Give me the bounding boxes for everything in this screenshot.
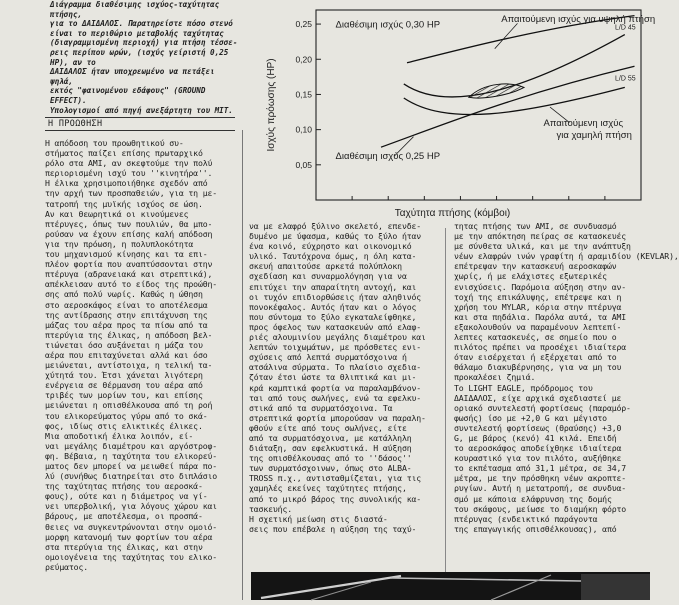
text-line: θειες να συγκεντρώνονται στην ομοιό-	[45, 521, 218, 532]
power-speed-chart	[246, 0, 656, 222]
text-line: ατσάλινα σύρματα. Το πλαίσιο σχεδια-	[249, 362, 422, 373]
text-line: όταν εισέρχεται ή εξέρχεται από το	[454, 352, 617, 363]
text-line: λεπτες κατασκευές, σε σημείο που ο	[454, 332, 617, 343]
y-tick-label: 0,20	[295, 54, 312, 65]
text-line: φωσής) ίσο με +2,0 G και μέγιστο	[454, 412, 607, 423]
text-line: χρήση του MYLAR, κόρια στην πτέρυγα	[454, 301, 622, 312]
text-line: της αντίδρασης στην επιτάχυνση της	[45, 309, 208, 320]
text-line: χαμηλές εκείνες ταχύτητες πτήσης,	[249, 483, 407, 494]
text-line: στήματος παίζει επίσης πρωταρχικό	[45, 148, 203, 159]
text-line: ζόταν έτσι ώστε τα θλιπτικά και μι-	[249, 372, 417, 383]
text-line: μάζας του αέρα προς τα πίσω από τα	[45, 319, 208, 330]
leader-line	[495, 23, 518, 48]
text-line: στικά από τα συρματόσχοινα. Τα	[249, 402, 393, 413]
text-line: δυμένο με ύφασμα, καθώς το ξύλο ήταν	[249, 231, 422, 242]
text-line: ρόλο στα AMI, αν σκεφτούμε την πολύ	[45, 158, 213, 169]
text-line: Το LIGHT EAGLE, πρόδρομος του	[454, 382, 593, 393]
text-line: Αν και θεωρητικά οι κινούμενες	[45, 208, 189, 219]
text-line: κρά καμπτικά φορτία να παραλαμβάνον-	[249, 382, 422, 393]
caption-line: για το ΔΑΙΔΑΛΟΣ. Παρατηρείστε πόσο στενό	[50, 19, 233, 29]
text-line: και στα πηδάλια. Παρόλα αυτά, τα AMI	[454, 311, 627, 322]
text-line: στρεπτικά φορτία μπορούσαν να παραλη-	[249, 412, 426, 423]
text-line: για την πρόωση, η πολυπλοκότητα	[45, 238, 194, 249]
text-line: τασκευής.	[249, 503, 293, 514]
text-line: τιώνεται όσο αυξάνεται η μάζα του	[45, 339, 203, 350]
text-column-1	[45, 138, 237, 572]
text-line: σεις που επέβαλε η αύξηση της ταχύ-	[249, 523, 417, 534]
y-tick-label: 0,05	[295, 159, 312, 170]
text-line: ναι μεγάλης διαμέτρου και αργόστροφ-	[45, 440, 218, 451]
text-line: μειώνεται, αντίστοιχα, η τελική τα-	[45, 360, 213, 371]
text-line: περιορισμένη ισχύ του ''κινητήρα''.	[45, 168, 213, 179]
column-divider	[242, 130, 243, 600]
section-rule-bottom	[45, 130, 235, 131]
section-title: Η ΠΡΟΩΘΗΣΗ	[48, 118, 103, 128]
column-divider	[445, 228, 446, 576]
text-column-3	[454, 221, 679, 534]
text-line: που σύντομα το ξύλο εγκαταλείφθηκε,	[249, 311, 417, 322]
text-line: νέων ελαφρών ινών γραφίτη ή αραμιδίου (KEVLAR),	[454, 251, 679, 262]
text-line: Η σχετική μείωση στις διαστά-	[249, 513, 388, 524]
caption-line: εκτός "φαινομένου εδάφους" (GROUND EFFECT).	[50, 86, 206, 105]
text-line: TROSS π.χ., αντισταθμίζεται, για τις	[249, 473, 422, 484]
annotation-ld55: L/D 55	[615, 75, 636, 83]
text-line: το εκπέτασμα από 31,1 μέτρα, σε 34,7	[454, 463, 627, 474]
x-axis-label: Ταχύτητα πτήσης (κόμβοι)	[394, 208, 511, 219]
text-line: πιλότος πρέπει να προσέχει ιδιαίτερα	[454, 342, 627, 353]
text-line: πτέρυγας (ενδεικτικό παράγοντα	[454, 513, 598, 524]
text-line: των συρματόσχοινων, όπως στο ALBA-	[249, 463, 412, 474]
text-line: προκαλέσει ζημιά.	[454, 372, 536, 383]
text-line: μορφη κατανομή των φορτίων του αέρα	[45, 531, 213, 542]
text-line: υλικό. Ταυτόχρονα όμως, η όλη κατα-	[249, 251, 417, 262]
text-line: ΔΑΙΔΑΛΟΣ, είχε αρχικά σχεδιαστεί με	[454, 392, 622, 403]
hatched-operating-band	[469, 84, 524, 98]
caption-line: (διαγραμμισμένη περιοχή) για πτήση τέσσε-	[50, 38, 238, 48]
photo-image	[251, 572, 650, 600]
caption-line: Υπολογισμοί από πηγή ανεξάρτητη του MIT.	[50, 105, 233, 115]
text-line: ρυγίων. Αυτή η μετατροπή, σε συνδυα-	[454, 483, 627, 494]
text-line: ριές αλουμινίου μεγάλης διαμέτρου και	[249, 332, 426, 343]
chart-canvas	[246, 0, 656, 222]
text-line: Μια αποδοτική έλικα λοιπόν, εί-	[45, 430, 194, 441]
text-line: της οπισθέλκουσας από το ''δάσος''	[249, 453, 412, 464]
text-line: απέκλεισαν αυτό το είδος της προώθη-	[45, 279, 218, 290]
text-line: αέρα που επιταχύνεται αλλά και όσο	[45, 349, 208, 360]
text-line: της επαγωγικής οπισθέλκουσας), από	[454, 523, 617, 534]
text-line: λεπτών τοιχωμάτων, με πρόσθετες ενι-	[249, 342, 422, 353]
text-line: Η απόδοση του προωθητικού συ-	[45, 138, 184, 148]
text-line: να με ελαφρό ξύλινο σκελετό, επενδε-	[249, 221, 422, 231]
text-line: σχύσεις από λεπτά συρματόσχοινα ή	[249, 352, 407, 363]
text-line: φους), ούτε και η διάμετρος να γί-	[45, 491, 208, 502]
text-line: πτέρυγες, όπως των πουλιών, θα μπο-	[45, 218, 213, 229]
text-line: εξακολουθούν να παραμένουν λεπτεπί-	[454, 321, 622, 332]
text-line: με την απόκτηση πείρας σε κατασκευές	[454, 231, 627, 242]
text-line: φος, ιδίως στις ελικτικές έλικες.	[45, 420, 203, 431]
text-line: τοχή της επικάλυψης, επέτρεψε και η	[454, 291, 622, 302]
text-line: τατροπή της μυϊκής ισχύος σε ώση.	[45, 198, 203, 209]
caption-line: ΔΑΙΔΑΛΟΣ ήταν υποχρεωμένο να πετάξει ψηλά,	[50, 67, 215, 86]
annotation-required-low-2: για χαμηλή πτήση	[556, 130, 632, 142]
text-column-2	[249, 221, 435, 534]
text-line: τριβές των μορίων του, και επίσης	[45, 390, 203, 401]
y-tick-label: 0,25	[295, 19, 312, 30]
text-line: ένα κοινό, εύχρηστο και οικονομικό	[249, 241, 412, 252]
text-line: πονοκέφαλος. Αυτός ήταν και ο λόγος	[249, 301, 417, 312]
annotation-available-low: Διαθέσιμη ισχύς 0,25 HP	[335, 151, 441, 163]
text-line: του μηχανισμού κίνησης και τα επι-	[45, 249, 208, 260]
text-line: βάρους, με αποτέλεσμα, οι προσπά-	[45, 511, 203, 522]
text-line: σμό με κάποια ελάφρυνση της δομής	[454, 493, 612, 504]
text-line: με σύνθετα υλικά, και με την ανάπτυξη	[454, 241, 631, 252]
text-line: του σκάφους, μείωσε το διαμήκη φόρτο	[454, 503, 627, 514]
text-line: σχεδίαση και συναρμολόγηση για να	[249, 271, 407, 282]
text-line: νει υπερβολική, για λόγους χώρου και	[45, 501, 218, 512]
text-line: ενισχύσεις. Παρόμοια αύξηση στην αν-	[454, 281, 627, 292]
text-line: σης από πολύ νωρίς. Καθώς η ώθηση	[45, 289, 203, 300]
text-line: μέτρα, με την πρόσθηκη νέων ακροπτε-	[454, 473, 627, 484]
text-line: πτερύγια της έλικας, η απόδοση βελ-	[45, 329, 213, 340]
text-line: G, με βάρος (κενό) 41 κιλά. Επειδή	[454, 432, 617, 443]
text-line: οι τυχόν επιδιορθώσεις ήταν αληθινός	[249, 291, 422, 302]
text-line: μειώνεται η οπισθέλκουσα από τη ροή	[45, 400, 213, 411]
y-tick-label: 0,15	[295, 89, 312, 100]
text-line: από τα συρματόσχοινα, με κατάλληλη	[249, 432, 412, 443]
text-line: λύ (συνήθως διατηρείται στο διπλάσιο	[45, 471, 218, 482]
text-line: φη. Βέβαια, η ταχύτητα του ελικορεύ-	[45, 450, 218, 461]
text-line: ενέργεια σε θέρμανση του αέρα από	[45, 380, 203, 391]
text-line: ματος δεν μπορεί να μειωθεί πάρα πο-	[45, 461, 218, 471]
text-line: από το μικρό βάρος της συνολικής κα-	[249, 493, 422, 504]
text-line: διάταξη, σαν εφελκυστικά. Η αύξηση	[249, 443, 412, 454]
text-line: φθούν είτε από τους σωλήνες, είτε	[249, 422, 407, 433]
annotation-available-high: Διαθέσιμη ισχύς 0,30 HP	[335, 19, 441, 31]
text-line: τητας πτήσης των AMI, σε συνδυασμό	[454, 221, 617, 231]
text-line: στο αεροσκάφος είναι το αποτέλεσμα	[45, 299, 208, 310]
text-line: προς όφελος των κατασκευών από ελαφ-	[249, 321, 422, 332]
text-line: επέτρεψαν την κατασκευή αεροσκαφών	[454, 261, 617, 272]
text-line: ρούσαν να έχουν επίσης καλή απόδοση	[45, 228, 213, 239]
text-line: στα πτερύγια της έλικας, και στην	[45, 541, 203, 552]
text-line: πτέρυγα (αδρανειακά και στρεπτικά),	[45, 269, 213, 280]
text-line: την αρχή των προσπαθειών, για τη με-	[45, 188, 218, 199]
text-line: συντελεστή φορτίσεως (θραύσης) +3,0	[454, 422, 622, 433]
caption-line: ρεις περίπου ωρών, (ισχύς γείριστή 0,25 HP), αν το	[50, 47, 229, 67]
text-line: ται από τους σωλήνες, ενώ τα εφελκυ-	[249, 392, 422, 403]
annotation-ld45: L/D 45	[615, 24, 636, 32]
text-line: του ελικορεύματος γύρω από το σκά-	[45, 410, 208, 421]
text-line: της ταχύτητας πτήσης του αεροσκά-	[45, 481, 203, 492]
caption-line: είναι το περιθώριο μεταβολής ταχύτητας	[50, 28, 224, 38]
text-line: το αεροσκάφος αποδείχθηκε ιδιαίτερα	[454, 443, 622, 454]
text-line: χύτητά του. Έτσι χάνεται λιγότερη	[45, 370, 203, 381]
caption-line: Διάγραμμα διαθέσιμης ισχύος-ταχύτητας πτήσης,	[50, 0, 220, 19]
y-axis-label: Ισχύς πρόωσης (HP)	[266, 58, 277, 152]
text-line: χωρίς, ή με ελάχιστες εξωτερικές	[454, 271, 607, 282]
text-line: σκευή απαιτούσε αρκετά πολύπλοκη	[249, 261, 402, 272]
text-line: κουραστικό για τον πιλότο, αυξήθηκε	[454, 453, 622, 464]
y-tick-label: 0,10	[295, 124, 312, 135]
text-line: θάλαμο διακυβέρνησης, για να μη του	[454, 362, 622, 373]
text-line: επιτύχει την απαραίτητη αντοχή, και	[249, 281, 417, 292]
plot-frame	[316, 10, 641, 200]
annotation-required-high: Απαιτούμενη ισχύς για υψηλή πτήση	[501, 13, 656, 25]
text-line: πλέον φορτία που αναπτύσσονται στην	[45, 259, 213, 270]
text-line: ομοιογένεια της ταχύτητας του ελικο-	[45, 551, 218, 562]
text-line: οριακό συντελεστή φορτίσεως (παραμόρ-	[454, 402, 631, 413]
text-line: Η έλικα χρησιμοποιήθηκε σχεδόν από	[45, 178, 208, 189]
aircraft-photo	[251, 572, 650, 600]
text-line: ρεύματος.	[45, 561, 89, 572]
figure-caption	[50, 0, 240, 115]
annotation-required-low-1: Απαιτούμενη ισχύς	[543, 118, 624, 130]
